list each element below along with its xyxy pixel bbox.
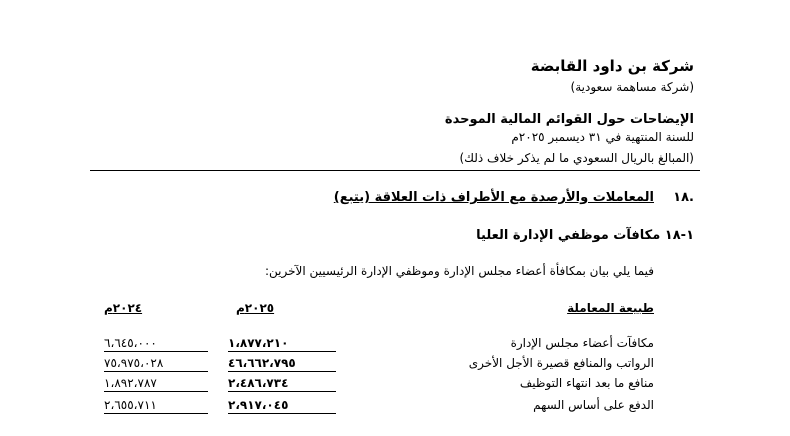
table-cell-2024: ٧٥،٩٧٥،٠٢٨ — [104, 356, 208, 372]
company-type: (شركة مساهمة سعودية) — [570, 80, 694, 94]
table-cell-2025: ١،٨٧٧،٢١٠ — [228, 336, 336, 352]
table-cell-2025: ٤٦،٦٦٢،٧٩٥ — [228, 356, 336, 372]
table-row-label: الدفع على أساس السهم — [533, 398, 654, 412]
table-row-label: مكافآت أعضاء مجلس الإدارة — [510, 336, 654, 350]
header-nature: طبيعة المعاملة — [567, 301, 654, 315]
intro-text: فيما يلي بيان بمكافأة أعضاء مجلس الإدارة وموظفي الإدارة الرئيسيين الآخرين: — [264, 264, 654, 278]
table-cell-2024: ٢،٦٥٥،٧١١ — [104, 398, 208, 414]
header-2025: ٢٠٢٥م — [236, 301, 275, 315]
subsection-title: ١-١٨ مكافآت موظفي الإدارة العليا — [476, 228, 694, 243]
table-row-label: منافع ما بعد انتهاء التوظيف — [519, 376, 654, 390]
period-text: للسنة المنتهية في ٣١ ديسمبر ٢٠٢٥م — [511, 130, 694, 144]
notes-title: الإيضاحات حول القوائم المالية الموحدة — [444, 112, 694, 127]
section-title: المعاملات والأرصدة مع الأطراف ذات العلاقة (يتبع) — [333, 190, 654, 205]
header-divider — [90, 170, 700, 171]
company-name: شركة بن داود القابضة — [530, 57, 694, 75]
table-cell-2024: ١،٨٩٢،٧٨٧ — [104, 376, 208, 392]
currency-note: (المبالغ بالريال السعودي ما لم يذكر خلاف ذلك) — [459, 151, 694, 165]
section-number: .١٨ — [673, 190, 694, 205]
table-row-label: الرواتب والمنافع قصيرة الأجل الأخرى — [468, 356, 654, 370]
table-cell-2025: ٢،٩١٧،٠٤٥ — [228, 398, 336, 414]
table-cell-2024: ٦،٦٤٥،٠٠٠ — [104, 336, 208, 352]
header-2024: ٢٠٢٤م — [104, 301, 143, 315]
table-cell-2025: ٢،٤٨٦،٧٣٤ — [228, 376, 336, 392]
